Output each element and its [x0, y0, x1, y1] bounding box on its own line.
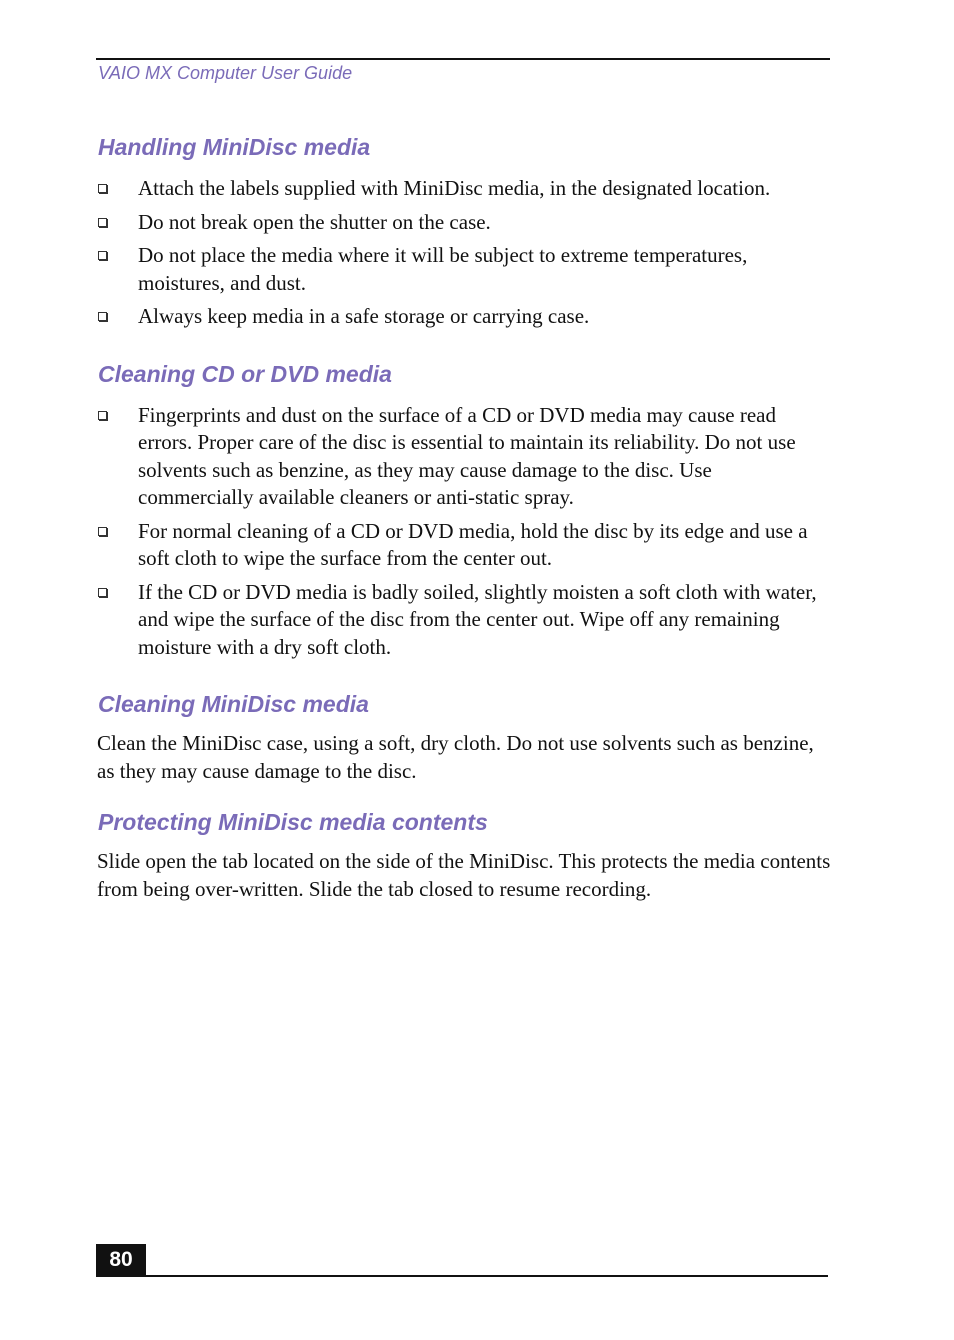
checkbox-bullet-icon: [98, 527, 107, 536]
footer-rule: [96, 1275, 828, 1277]
checkbox-bullet-icon: [98, 588, 107, 597]
section-protecting-minidisc: [97, 807, 832, 903]
list-item: [97, 402, 832, 512]
section-cleaning-cd-dvd: [97, 359, 832, 662]
page-number: 80: [96, 1244, 146, 1276]
section-handling-minidisc: [97, 132, 832, 331]
section-heading: Cleaning CD or DVD media: [98, 360, 392, 387]
list-item-text: If the CD or DVD media is badly soiled, slightly moisten a soft cloth with water, and wipe the surface of the disc from the center out. Wipe off any remaining moisture with a dry soft cloth.: [138, 579, 817, 659]
checkbox-bullet-icon: [98, 411, 107, 420]
checkbox-bullet-icon: [98, 312, 107, 321]
list-item-text: For normal cleaning of a CD or DVD media, hold the disc by its edge and use a soft cloth to wipe the surface from the center out.: [138, 518, 808, 570]
bullet-list: [97, 402, 832, 662]
section-cleaning-minidisc: [97, 689, 832, 785]
body-paragraph: Slide open the tab located on the side of the MiniDisc. This protects the media contents from being over-written. Slide the tab closed to resume recording.: [97, 849, 831, 901]
bullet-list: [97, 175, 832, 331]
list-item-text: Do not break open the shutter on the case.: [138, 209, 491, 234]
list-item-text: Always keep media in a safe storage or carrying case.: [138, 304, 590, 328]
checkbox-bullet-icon: [98, 218, 107, 227]
section-heading: Cleaning MiniDisc media: [98, 691, 369, 717]
list-item: [97, 175, 832, 203]
spacer: [97, 785, 832, 807]
list-item: [97, 518, 832, 573]
section-heading: Protecting MiniDisc media contents: [98, 809, 488, 835]
spacer: [97, 667, 832, 689]
body-paragraph: Clean the MiniDisc case, using a soft, dry cloth. Do not use solvents such as benzine, as they may cause damage to the disc.: [97, 731, 814, 783]
header-rule: [96, 58, 830, 60]
checkbox-bullet-icon: [98, 184, 107, 193]
checkbox-bullet-icon: [98, 251, 107, 260]
list-item-text: Do not place the media where it will be subject to extreme temperatures, moistures, and dust.: [138, 243, 748, 295]
section-heading: Handling MiniDisc media: [98, 134, 371, 160]
list-item: [97, 579, 832, 662]
list-item: [97, 303, 832, 331]
spacer: [97, 337, 832, 359]
running-header-title: VAIO MX Computer User Guide: [98, 63, 353, 83]
page-content: [97, 132, 832, 903]
list-item: [97, 209, 832, 237]
list-item: [97, 242, 832, 297]
list-item-text: Attach the labels supplied with MiniDisc media, in the designated location.: [138, 176, 771, 200]
list-item-text: Fingerprints and dust on the surface of a CD or DVD media may cause read errors. Proper care of the disc is essential to maintain its reliability. Do not use solvents such as benzine, as they may cause damage to the disc. Use commercially available cleaners or anti-static spray.: [138, 402, 796, 509]
